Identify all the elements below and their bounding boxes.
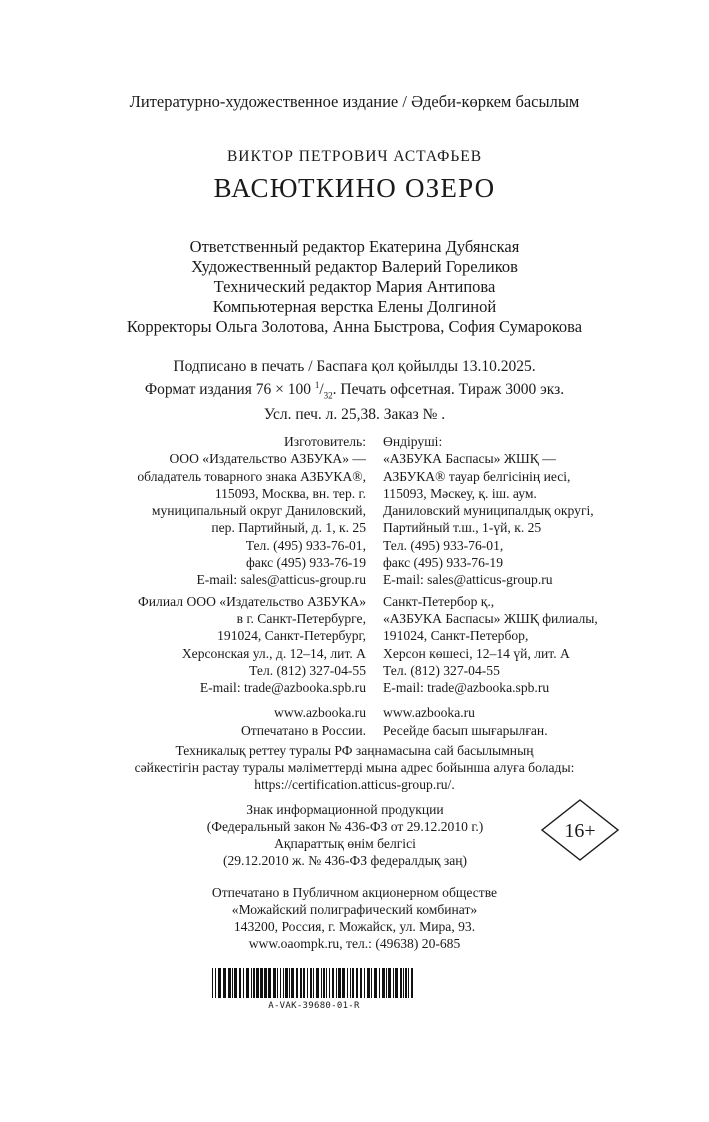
info-product-sign [160,801,530,869]
barcode-bar [234,968,237,998]
tech-regulation-note [0,742,709,793]
barcode-bar [307,968,308,998]
branch-ru-line: 191024, Санкт-Петербург, [217,628,366,644]
barcode-bar [379,968,380,998]
barcode-bar [400,968,402,998]
barcode-bar [256,968,259,998]
edition-type: Литературно-художественное издание / Әдеби-көркем басылым [129,92,580,111]
barcode-bar [352,968,354,998]
manufacturer-kz-line: Даниловский муниципалдық округі, [383,503,594,519]
manufacturer-ru-line: ООО «Издательство АЗБУКА» — [169,451,366,467]
barcode-bar [277,968,278,998]
barcode-bar [289,968,290,998]
manufacturer-ru-line: 115093, Москва, вн. тер. г. [214,485,366,501]
manufacturer-ru-line: обладатель товарного знака АЗБУКА®, [137,468,366,484]
manufacturer-ru-line: факс (495) 933-76-19 [245,555,366,571]
barcode-bar [338,968,341,998]
barcode-bar [395,968,398,998]
staff-credits [0,237,709,337]
branch-kz-line: «АЗБУКА Баспасы» ЖШҚ филиалы, [383,610,598,626]
manufacturer-ru-line: пер. Партийный, д. 1, к. 25 [211,520,366,536]
info-sign-line: Ақпараттық өнім белгісі [274,836,416,851]
barcode-bar [332,968,334,998]
barcode-bar [283,968,284,998]
publisher-details-kz [383,433,703,743]
format-denominator: 32 [323,390,333,401]
barcode-bar [215,968,216,998]
staff-line: Художественный редактор Валерий Гореликов [191,257,518,276]
format-suffix: . Печать офсетная. Тираж 3000 экз. [332,381,565,399]
manufacturer-ru [26,433,366,589]
barcode-bar [239,968,241,998]
barcode-bar [310,968,312,998]
tech-line: сәйкестігін растау туралы мәліметтерді мына адрес бойынша алуға болады: [134,760,575,775]
barcode-bar [374,968,377,998]
manufacturer-kz-line: Тел. (495) 933-76-01, [383,537,504,553]
manufacturer-kz-line: факс (495) 933-76-19 [383,555,504,571]
info-sign-line: Знак информационной продукции [246,802,444,817]
barcode-bar [367,968,370,998]
barcode-bar [268,968,271,998]
certification-url: https://certification.atticus-group.ru/. [254,777,455,792]
staff-line: Ответственный редактор Екатерина Дубянская [189,237,520,256]
barcode-bar [243,968,244,998]
sheets-order: Усл. печ. л. 25,38. Заказ № . [263,406,446,424]
branch-kz-line: Санкт-Петербор қ., [383,593,495,609]
website-kz: www.azbooka.ru [383,705,475,721]
manufacturer-ru-line: муниципальный округ Даниловский, [151,503,366,519]
barcode-bar [273,968,276,998]
barcode-bar [356,968,358,998]
barcode-bar [388,968,391,998]
barcode-bar [411,968,413,998]
printer-line: «Можайский полиграфический комбинат» [231,902,478,917]
barcode-bar [386,968,387,998]
barcode-bar [218,968,221,998]
barcode-bar [313,968,314,998]
branch-kz-line: Херсон көшесі, 12–14 үй, лит. А [383,645,570,661]
barcode-bar [371,968,372,998]
branch-kz-line: 191024, Санкт-Петербор, [383,628,529,644]
staff-line: Корректоры Ольга Золотова, Анна Быстрова, София Сумарокова [126,317,583,336]
barcode-bar [321,968,322,998]
branch-ru-line: E-mail: trade@azbooka.spb.ru [199,680,366,696]
book-title: ВАСЮТКИНО ОЗЕРО [213,173,496,203]
barcode-bar [347,968,348,998]
branch-kz-line: E-mail: trade@azbooka.spb.ru [383,680,550,696]
manufacturer-kz [383,433,703,589]
barcode-bar [364,968,365,998]
barcode-bar [253,968,255,998]
print-info [0,357,709,424]
barcode-bar [408,968,409,998]
manufacturer-ru-line: Тел. (495) 933-76-01, [245,537,366,553]
barcode-bar [350,968,351,998]
manufacturer-kz-line: 115093, Мәскеу, қ. іш. аум. [383,485,537,501]
barcode-bar [228,968,231,998]
branch-kz-line: Тел. (812) 327-04-55 [383,662,500,678]
barcode-bar [300,968,302,998]
barcode-bar [303,968,305,998]
barcode-bar [260,968,263,998]
barcode-bar [323,968,325,998]
barcode-bar [326,968,327,998]
barcode-caption: A-VAK-39680-01-R [268,1001,360,1011]
branch-ru-line: Херсонская ул., д. 12–14, лит. А [181,645,366,661]
printer-line: 143200, Россия, г. Можайск, ул. Мира, 93. [233,919,476,934]
barcode-bar [360,968,362,998]
format-separator: / [319,381,324,399]
manufacturer-kz-line: Өндіруші: [383,434,443,449]
barcode-bar [382,968,385,998]
branch-ru-line: Тел. (812) 327-04-55 [249,662,366,678]
manufacturer-ru-line: E-mail: sales@atticus-group.ru [196,572,366,588]
barcode-bar [403,968,404,998]
barcode-bar [336,968,337,998]
barcode-bar [251,968,252,998]
staff-line: Компьютерная верстка Елены Долгиной [212,297,497,316]
staff-line: Технический редактор Мария Антипова [213,277,496,296]
barcode-bar [280,968,281,998]
format-numerator: 1 [314,380,320,390]
barcode-bar [212,968,213,998]
info-sign-line: (Федеральный закон № 436-ФЗ от 29.12.2010 г.) [206,819,484,834]
format-prefix: Формат издания 76 × 100 [144,381,315,399]
printer-info [0,884,709,952]
barcode-bar [405,968,407,998]
website-ru: www.azbooka.ru [274,705,366,721]
printer-line: www.oaompk.ru, тел.: (49638) 20-685 [248,936,461,951]
age-rating-badge [541,799,619,861]
publisher-details-ru [26,433,366,743]
branch-ru [26,593,366,697]
barcode-bar [223,968,226,998]
manufacturer-kz-line: Партийный т.ш., 1-үй, к. 25 [383,520,542,536]
age-rating-text: 16+ [564,820,596,842]
printer-line: Отпечатано в Публичном акционерном обществе [211,885,498,900]
branch-ru-line: в г. Санкт-Петербурге, [236,610,366,626]
info-sign-line: (29.12.2010 ж. № 436-ФЗ федералдық заң) [222,853,468,868]
barcode-bar [329,968,330,998]
printed-in-russia: Отпечатано в России. [240,722,366,738]
barcode-bar [342,968,345,998]
manufacturer-kz-line: АЗБУКА® тауар белгісінің иесі, [383,468,571,484]
barcode-bar [296,968,298,998]
barcode-bar [393,968,394,998]
printed-in-russia-kz: Ресейде басып шығарылған. [383,722,548,738]
barcode-bar [232,968,233,998]
barcode-bar [285,968,288,998]
branch-kz [383,593,703,697]
barcode-bar [316,968,319,998]
manufacturer-ru-line: Изготовитель: [283,434,366,449]
barcode-bar [291,968,294,998]
branch-ru-line: Филиал ООО «Издательство АЗБУКА» [138,593,366,609]
barcode-bar [264,968,267,998]
manufacturer-kz-line: «АЗБУКА Баспасы» ЖШҚ — [383,451,556,467]
signed-date: Подписано в печать / Баспаға қол қойылды 13.10.2025. [173,358,536,375]
web-kz [383,704,703,739]
tech-line: Техникалық реттеу туралы РФ заңнамасына сай басылымның [175,743,534,758]
author-name: ВИКТОР ПЕТРОВИЧ АСТАФЬЕВ [226,148,483,165]
web-ru [26,704,366,739]
format-line [0,376,709,405]
manufacturer-kz-line: E-mail: sales@atticus-group.ru [383,572,553,588]
barcode-bar [246,968,249,998]
barcode [212,968,416,998]
